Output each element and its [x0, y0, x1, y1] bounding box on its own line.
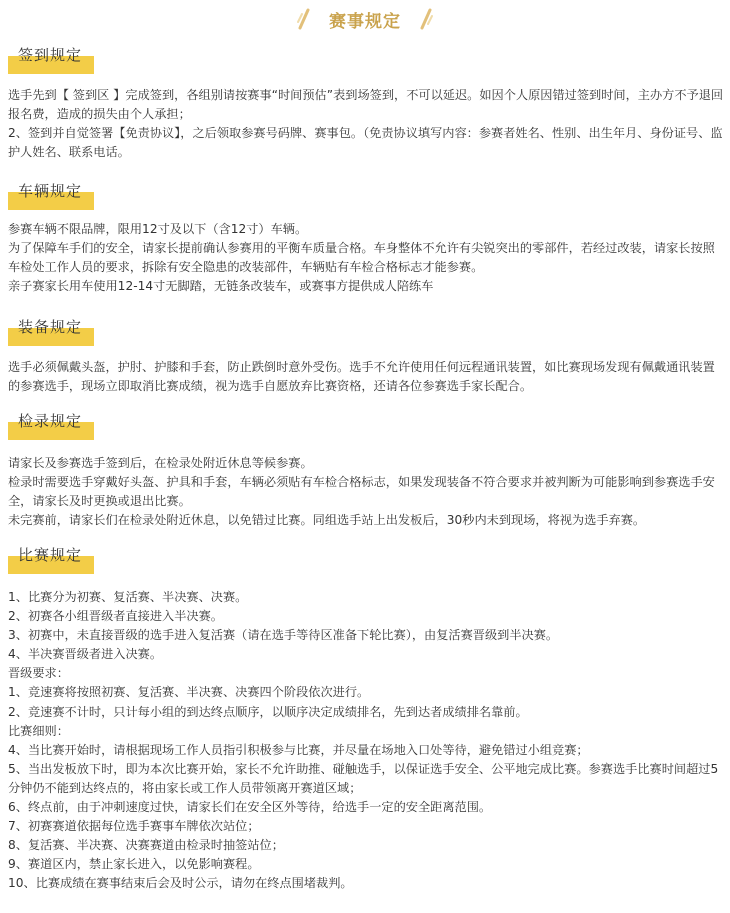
section-body-vehicle: [8, 220, 724, 296]
left-stripe-decoration-icon: [297, 8, 311, 30]
paragraph-line: 1、竞速赛将按照初赛、复活赛、半决赛、决赛四个阶段依次进行。: [8, 685, 370, 700]
section-heading-equipment: [8, 316, 94, 346]
paragraph-line: 6、终点前，由于冲刺速度过快，请家长们在安全区外等待，给选手一定的安全距离范围。: [8, 800, 492, 815]
section-heading-competition: [8, 544, 94, 574]
section-body-registration: [8, 454, 724, 530]
section-heading-checkin: [8, 44, 94, 74]
paragraph-line: 比赛细则：: [8, 723, 69, 738]
paragraph-line: 8、复活赛、半决赛、决赛赛道由检录时抽签站位；: [8, 838, 284, 853]
paragraph-line: 选手先到【 签到区 】完成签到，各组别请按赛事“时间预估”表到场签到，不可以延迟。如因个人原因错过签到时间，主办方不予退回报名费，造成的损失由个人承担；: [8, 88, 724, 121]
paragraph-line: 未完赛前，请家长们在检录处附近休息，以免错过比赛。同组选手站上出发板后，30秒内未到现场，将视为选手弃赛。: [8, 513, 646, 527]
section-body-equipment: [8, 358, 724, 396]
paragraph-line: 为了保障车手们的安全，请家长提前确认参赛用的平衡车质量合格。车身整体不允许有尖锐突出的零部件，若经过改装，请家长按照车检处工作人员的要求，拆除有安全隐患的改装部件，车辆贴有车检合格标志才能参赛。: [8, 241, 715, 274]
paragraph-line: 7、初赛赛道依据每位选手赛事车牌依次站位；: [8, 819, 260, 834]
paragraph-line: 4、当比赛开始时，请根据现场工作人员指引积极参与比赛，并尽量在场地入口处等待，避免错过小组竞赛；: [8, 742, 589, 757]
right-stripe-decoration-icon: [419, 8, 433, 30]
paragraph-line: 3、初赛中，未直接晋级的选手进入复活赛（请在选手等待区准备下轮比赛），由复活赛晋级到半决赛。: [8, 628, 559, 643]
page-header: [0, 6, 730, 32]
paragraph-line: 4、半决赛晋级者进入决赛。: [8, 647, 163, 662]
paragraph-line: 亲子赛家长用车使用12-14寸无脚踏，无链条改装车，或赛事方提供成人陪练车: [8, 279, 434, 293]
section-heading-label: 检录规定: [18, 412, 83, 430]
paragraph-line: 1、比赛分为初赛、复活赛、半决赛、决赛。: [8, 590, 248, 604]
paragraph-line: 选手必须佩戴头盔，护肘、护膝和手套，防止跌倒时意外受伤。选手不允许使用任何远程通讯装置，如比赛现场发现有佩戴通讯装置的参赛选手，现场立即取消比赛成绩，视为选手自愿放弃比赛资格，还请各位参赛选手家长配合。: [8, 360, 715, 393]
paragraph-line: 5、当出发板放下时，即为本次比赛开始，家长不允许助推、碰触选手，以保证选手安全、公平地完成比赛。参赛选手比赛时间超过5分钟仍不能到达终点的，将由家长或工作人员带领离开赛道区域；: [8, 761, 719, 795]
paragraph-line: 晋级要求：: [8, 666, 69, 681]
paragraph-line: 2、签到并自觉签署【免责协议】，之后领取参赛号码牌、赛事包。（免责协议填写内容：参赛者姓名、性别、出生年月、身份证号、监护人姓名、联系电话。: [8, 126, 723, 159]
paragraph-line: 请家长及参赛选手签到后，在检录处附近休息等候参赛。: [8, 456, 313, 470]
paragraph-line: 10、比赛成绩在赛事结束后会及时公示，请勿在终点围堵裁判。: [8, 876, 353, 891]
section-heading-registration: [8, 410, 94, 440]
paragraph-line: 2、竞速赛不计时，只计每小组的到达终点顺序，以顺序决定成绩排名，先到达者成绩排名靠前。: [8, 704, 528, 719]
paragraph-line: 2、初赛各小组晋级者直接进入半决赛。: [8, 609, 223, 624]
paragraph-line: 参赛车辆不限品牌，限用12寸及以下（含12寸）车辆。: [8, 222, 308, 236]
section-body-checkin: [8, 86, 724, 162]
paragraph-line: 9、赛道区内，禁止家长进入，以免影响赛程。: [8, 857, 260, 872]
section-body-competition: [8, 588, 724, 894]
page-title: 赛事规定: [329, 11, 401, 32]
paragraph-line: 检录时需要选手穿戴好头盔、护具和手套，车辆必须贴有车检合格标志，如果发现装备不符合要求并被判断为可能影响到参赛选手安全，请家长及时更换或退出比赛。: [8, 475, 715, 508]
section-heading-label: 车辆规定: [18, 182, 83, 200]
section-heading-vehicle: [8, 180, 94, 210]
section-heading-label: 签到规定: [18, 46, 83, 64]
section-heading-label: 比赛规定: [18, 546, 83, 564]
section-heading-label: 装备规定: [18, 318, 83, 336]
